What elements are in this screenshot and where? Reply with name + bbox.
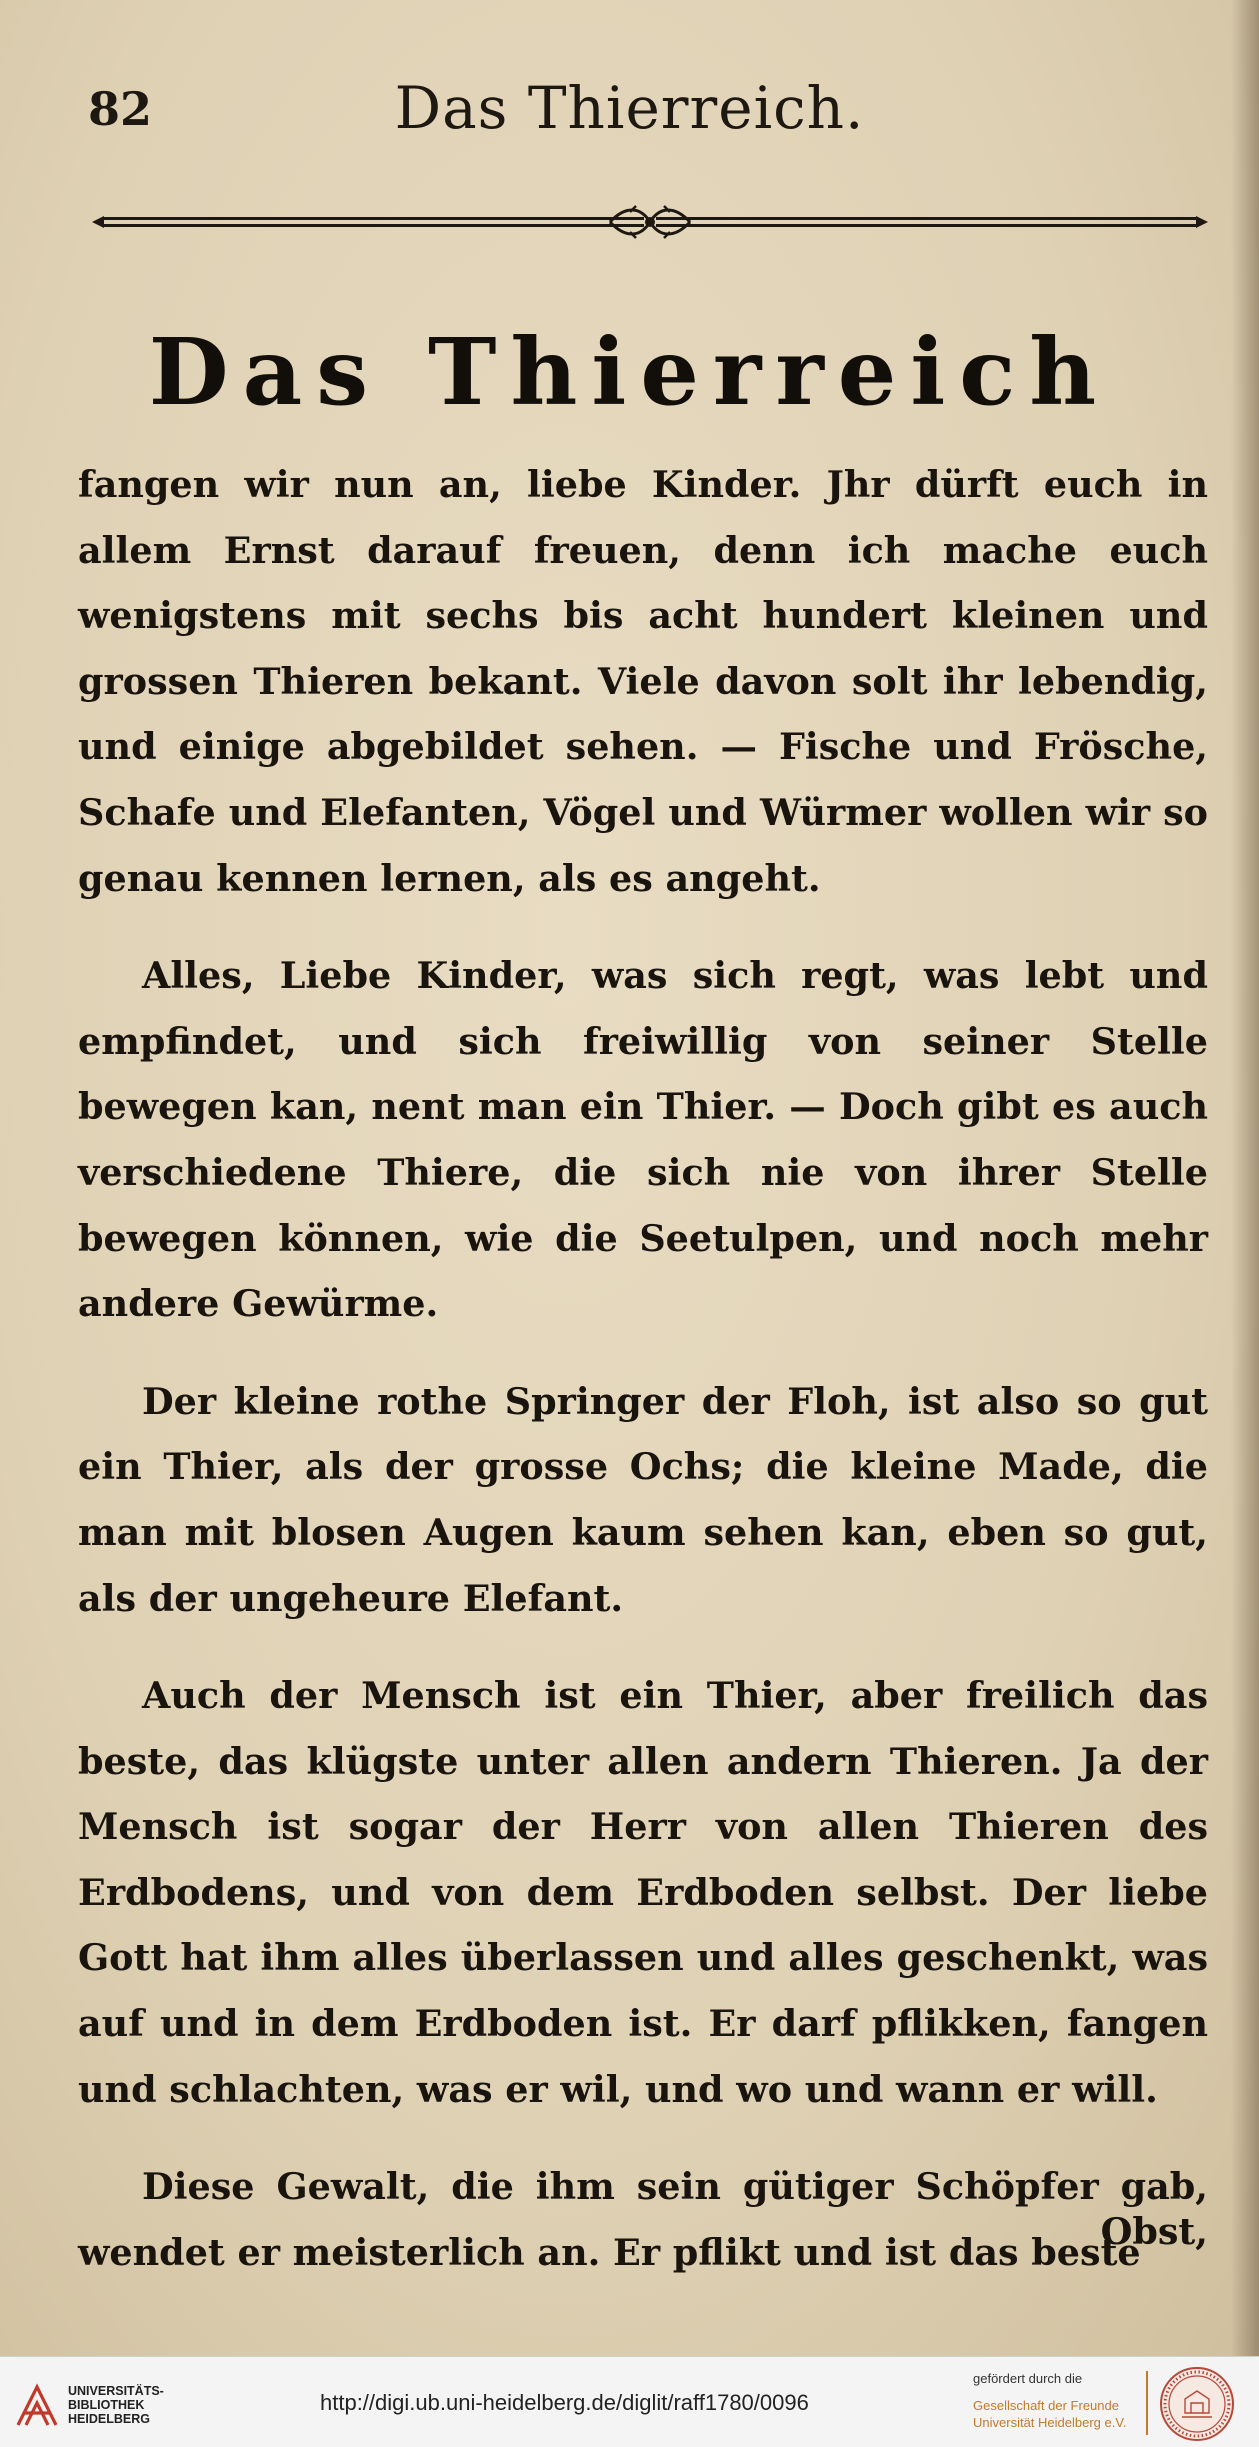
page-header: [0, 60, 1259, 150]
body-text: [78, 452, 1208, 2285]
library-name-line: BIBLIOTHEK: [68, 2398, 145, 2412]
paragraph: fangen wir nun an, liebe Kinder. Jhr dürft euch in allem Ernst darauf freuen, denn ich mache euch wenigstens mit sechs bis acht hundert kleinen und grossen Thieren bekant. Viele davon solt ihr lebendig, und einige abgebildet sehen. — Fische und Frösche, Schafe und Elefanten, Vögel und Würmer wollen wir so genau kennen lernen, als es angeht.: [78, 463, 1208, 900]
paragraph: Der kleine rothe Springer der Floh, ist also so gut ein Thier, als der grosse Ochs; die kleine Made, die man mit blosen Augen kaum sehen kan, eben so gut, als der ungeheure Elefant.: [78, 1379, 1208, 1620]
chapter-title: Das Thierreich: [148, 318, 1111, 426]
page-number: 82: [88, 82, 153, 136]
paragraph: Auch der Mensch ist ein Thier, aber freilich das beste, das klügste unter allen andern Thieren. Ja der Mensch ist sogar der Herr von allen Thieren des Erdbodens, und von dem Erdboden selbst. Der liebe Gott hat ihm alles überlassen und alles geschenkt, was auf und in dem Erdboden ist. Er darf pflikken, fangen und schlachten, was er wil, und wo und wann er will.: [78, 1674, 1208, 2111]
ornamental-rule: [90, 200, 1210, 244]
paragraph: Diese Gewalt, die ihm sein gütiger Schöpfer gab, wendet er meisterlich an. Er pflikt und ist das beste: [78, 2165, 1208, 2274]
catchword: Obst,: [1100, 2210, 1208, 2253]
permalink-url[interactable]: http://digi.ub.uni-heidelberg.de/diglit/raff1780/0096: [320, 2390, 809, 2415]
sponsor-label: gefördert durch die: [973, 2371, 1083, 2386]
sponsor-divider: [1146, 2371, 1148, 2435]
running-title: Das Thierreich.: [394, 74, 865, 142]
university-library-logo-icon[interactable]: [14, 2379, 60, 2429]
sponsor-name-line: Gesellschaft der Freunde: [973, 2398, 1119, 2413]
sponsor-name[interactable]: [973, 2397, 1126, 2431]
footer-bar: [0, 2356, 1259, 2447]
library-name-line: HEIDELBERG: [68, 2412, 150, 2426]
paragraph: Alles, Liebe Kinder, was sich regt, was lebt und empfindet, und sich freiwillig von seiner Stelle bewegen kan, nent man ein Thier. — Doch gibt es auch verschiedene Thiere, die sich nie von ihrer Stelle bewegen können, wie die Seetulpen, und noch mehr andere Gewürme.: [78, 954, 1208, 1326]
library-name-line: UNIVERSITÄTS-: [68, 2384, 164, 2398]
sponsor-name-line: Universität Heidelberg e.V.: [973, 2415, 1127, 2430]
sponsor-seal-icon[interactable]: [1158, 2365, 1236, 2443]
library-name[interactable]: [68, 2384, 164, 2426]
